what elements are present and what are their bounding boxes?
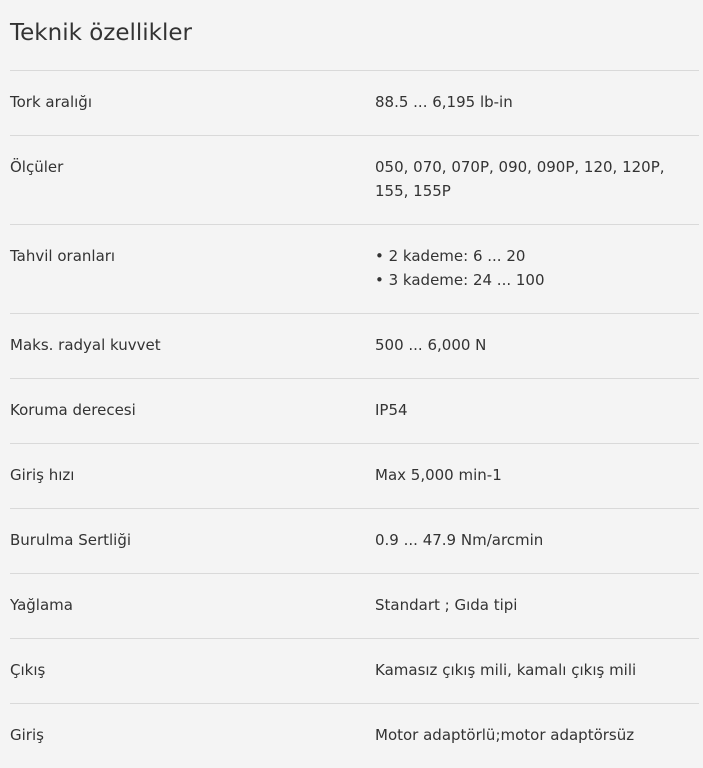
spec-row-torque-range [10,70,699,135]
spec-value: IP54 [375,401,408,419]
spec-row-output [10,638,699,703]
spec-label: Maks. radyal kuvvet [10,336,161,354]
spec-row-sizes [10,135,699,224]
spec-value: 500 ... 6,000 N [375,336,487,354]
spec-label: Giriş hızı [10,466,75,484]
spec-value: 050, 070, 070P, 090, 090P, 120, 120P, 155, 155P [375,158,665,200]
spec-label: Tork aralığı [10,93,92,111]
spec-label: Giriş [10,726,44,744]
spec-label: Tahvil oranları [10,247,116,265]
spec-row-input-speed [10,443,699,508]
spec-value: Kamasız çıkış mili, kamalı çıkış mili [375,661,637,679]
spec-row-gear-ratios [10,224,699,313]
spec-value: Max 5,000 min-1 [375,466,502,484]
ratio-line-3-stage: • 3 kademe: 24 ... 100 [375,271,545,289]
spec-row-max-radial-force [10,313,699,378]
spec-value [375,244,691,292]
spec-row-input [10,703,699,768]
spec-label: Burulma Sertliği [10,531,132,549]
section-title: Teknik özellikler [10,20,192,46]
spec-label: Koruma derecesi [10,401,136,419]
spec-label: Yağlama [10,596,73,614]
spec-value: Standart ; Gıda tipi [375,596,518,614]
spec-value: Motor adaptörlü;motor adaptörsüz [375,726,635,744]
spec-table [10,70,699,768]
spec-row-lubrication [10,573,699,638]
spec-row-protection-class [10,378,699,443]
spec-label: Ölçüler [10,158,64,176]
spec-value: 0.9 ... 47.9 Nm/arcmin [375,531,544,549]
spec-label: Çıkış [10,661,46,679]
ratio-line-2-stage: • 2 kademe: 6 ... 20 [375,247,526,265]
spec-row-torsional-stiffness [10,508,699,573]
spec-value: 88.5 ... 6,195 lb-in [375,93,513,111]
